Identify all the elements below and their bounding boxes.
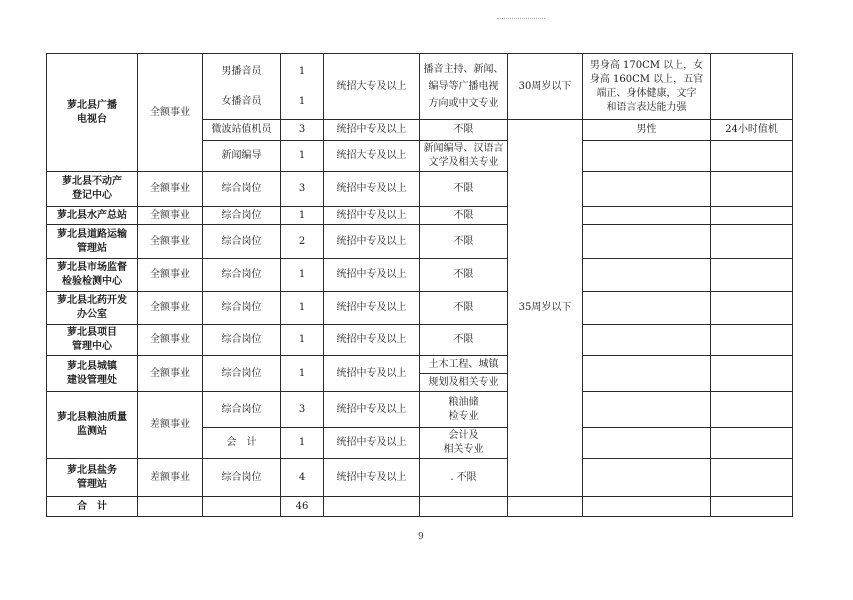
- position-name: 综合岗位: [203, 392, 281, 428]
- table-row: [47, 459, 793, 497]
- unit-type: 全额事业: [138, 259, 203, 292]
- position-name: 综合岗位: [203, 207, 281, 225]
- position-name: 微波站值机员: [203, 120, 281, 141]
- unit-name: 萝北县水产总站: [47, 207, 138, 225]
- remark-cell: [711, 54, 793, 120]
- major-requirement: 土木工程、城镇 规划及相关专业: [420, 356, 508, 392]
- other-requirements: [583, 259, 711, 292]
- position-name: 综合岗位: [203, 356, 281, 392]
- position-name: 新闻编导: [203, 141, 281, 172]
- table-row: [47, 54, 793, 120]
- position-count: 1: [281, 259, 324, 292]
- major-requirement: 不限: [420, 325, 508, 356]
- unit-name: 萝北县城镇 建设管理处: [47, 356, 138, 392]
- position-name: 综合岗位: [203, 325, 281, 356]
- other-requirements: 男身高 170CM 以上，女 身高 160CM 以上，五官 端正、身体健康，文字 和语言表达能力强: [583, 54, 711, 120]
- unit-name: 萝北县项目 管理中心: [47, 325, 138, 356]
- other-requirements: [583, 356, 711, 392]
- unit-type: 差额事业: [138, 392, 203, 459]
- scan-mark: [497, 18, 545, 22]
- unit-type: 全额事业: [138, 356, 203, 392]
- education-requirement: 统招中专及以上: [324, 259, 420, 292]
- education-requirement: 统招中专及以上: [324, 392, 420, 428]
- unit-type: 全额事业: [138, 207, 203, 225]
- recruitment-table: [46, 53, 793, 517]
- unit-name: 萝北县广播 电视台: [47, 54, 138, 172]
- education-requirement: 统招中专及以上: [324, 207, 420, 225]
- table-row: [47, 356, 793, 392]
- age-requirement: 30周岁以下: [508, 54, 583, 120]
- unit-name: 萝北县盐务 管理站: [47, 459, 138, 497]
- table-row: [47, 292, 793, 325]
- education-requirement: 统招中专及以上: [324, 356, 420, 392]
- major-requirement: 不限: [420, 225, 508, 259]
- position-name: 会 计: [203, 428, 281, 459]
- education-requirement: 统招中专及以上: [324, 428, 420, 459]
- remark-cell: [711, 259, 793, 292]
- other-requirements: [583, 459, 711, 497]
- remark-cell: [711, 172, 793, 207]
- remark-cell: [711, 292, 793, 325]
- major-requirement: 粮油储 检专业: [420, 392, 508, 428]
- position-count: 1 1: [281, 54, 324, 120]
- other-requirements: [583, 141, 711, 172]
- unit-type: 全额事业: [138, 225, 203, 259]
- position-count: 1: [281, 428, 324, 459]
- table-row: [47, 225, 793, 259]
- position-name: 综合岗位: [203, 172, 281, 207]
- education-requirement: 统招中专及以上: [324, 172, 420, 207]
- major-requirement: 新闻编导、汉语言 文学及相关专业: [420, 141, 508, 172]
- table-row: [47, 172, 793, 207]
- unit-type: 全额事业: [138, 172, 203, 207]
- remark-cell: [711, 428, 793, 459]
- table-row: [47, 325, 793, 356]
- unit-name: 萝北县道路运输 管理站: [47, 225, 138, 259]
- remark-cell: [711, 225, 793, 259]
- major-requirement: 不限: [420, 120, 508, 141]
- position-name: 综合岗位: [203, 225, 281, 259]
- total-label: 合 计: [47, 497, 138, 517]
- remark-cell: [711, 325, 793, 356]
- unit-type: 全额事业: [138, 325, 203, 356]
- position-count: 4: [281, 459, 324, 497]
- position-count: 1: [281, 325, 324, 356]
- table-row: [47, 259, 793, 292]
- position-name: 综合岗位: [203, 459, 281, 497]
- education-requirement: 统招中专及以上: [324, 120, 420, 141]
- remark-cell: [711, 459, 793, 497]
- position-count: 3: [281, 392, 324, 428]
- unit-name: 萝北县粮油质量 监测站: [47, 392, 138, 459]
- other-requirements: [583, 325, 711, 356]
- position-count: 3: [281, 172, 324, 207]
- education-requirement: 统招中专及以上: [324, 459, 420, 497]
- remark-cell: [711, 207, 793, 225]
- education-requirement: 统招中专及以上: [324, 225, 420, 259]
- age-requirement: 35周岁以下: [508, 120, 583, 497]
- remark-cell: 24小时值机: [711, 120, 793, 141]
- position-count: 1: [281, 356, 324, 392]
- major-requirement: 会计及 相关专业: [420, 428, 508, 459]
- other-requirements: [583, 225, 711, 259]
- gender-requirement: 男性: [583, 120, 711, 141]
- unit-type: 全额事业: [138, 292, 203, 325]
- page-number: 9: [418, 532, 424, 542]
- other-requirements: [583, 292, 711, 325]
- remark-cell: [711, 392, 793, 428]
- unit-name: 萝北县市场监督 检验检测中心: [47, 259, 138, 292]
- position-count: 1: [281, 207, 324, 225]
- total-row: [47, 497, 793, 517]
- education-requirement: 统招大专及以上: [324, 54, 420, 120]
- total-count: 46: [281, 497, 324, 517]
- position-count: 3: [281, 120, 324, 141]
- other-requirements: [583, 428, 711, 459]
- position-count: 1: [281, 292, 324, 325]
- position-count: 1: [281, 141, 324, 172]
- position-count: 2: [281, 225, 324, 259]
- major-requirement: . 不限: [420, 459, 508, 497]
- education-requirement: 统招中专及以上: [324, 325, 420, 356]
- other-requirements: [583, 172, 711, 207]
- major-requirement: 不限: [420, 207, 508, 225]
- education-requirement: 统招中专及以上: [324, 292, 420, 325]
- major-requirement: 不限: [420, 259, 508, 292]
- education-requirement: 统招大专及以上: [324, 141, 420, 172]
- position-name: 男播音员 女播音员: [203, 54, 281, 120]
- major-requirement: 不限: [420, 292, 508, 325]
- major-requirement: 不限: [420, 172, 508, 207]
- unit-type: 全额事业: [138, 54, 203, 172]
- unit-name: 萝北县不动产 登记中心: [47, 172, 138, 207]
- major-requirement: 播音主持、新闻、 编导等广播电视 方向或中文专业: [420, 54, 508, 120]
- remark-cell: [711, 141, 793, 172]
- table-row: [47, 207, 793, 225]
- other-requirements: [583, 207, 711, 225]
- position-name: 综合岗位: [203, 259, 281, 292]
- unit-type: 差额事业: [138, 459, 203, 497]
- position-name: 综合岗位: [203, 292, 281, 325]
- other-requirements: [583, 392, 711, 428]
- table-row: [47, 392, 793, 428]
- unit-name: 萝北县北药开发 办公室: [47, 292, 138, 325]
- remark-cell: [711, 356, 793, 392]
